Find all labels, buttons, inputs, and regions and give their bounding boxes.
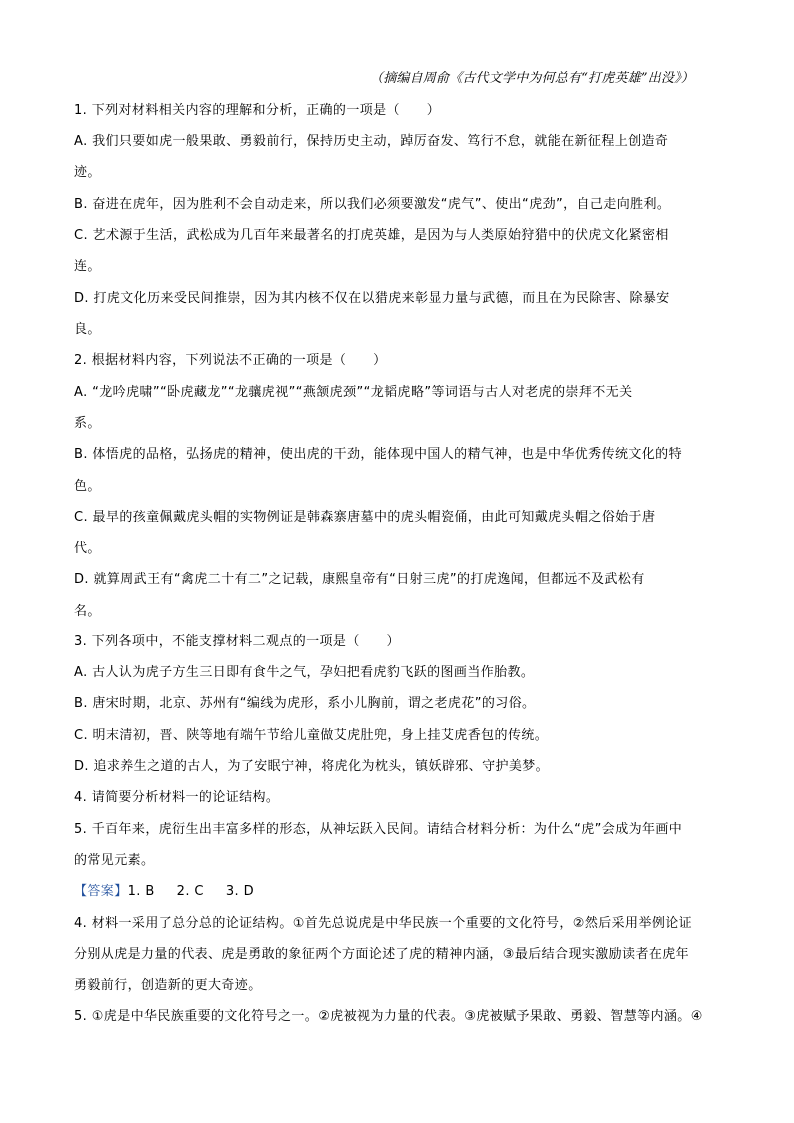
q2-option-c: C. 最早的孩童佩戴虎头帽的实物例证是韩森寨唐墓中的虎头帽瓷俑，由此可知戴虎头帽之俗始于唐 xyxy=(74,510,656,525)
q2-option-c-cont: 代。 xyxy=(74,541,101,556)
q1-option-d-cont: 良。 xyxy=(74,322,101,337)
question-5: 5. 千百年来，虎衍生出丰富多样的形态，从神坛跃入民间。请结合材料分析：为什么“虎”会成为年画中 xyxy=(74,822,683,837)
answer-line xyxy=(74,880,254,899)
q1-option-c-cont: 连。 xyxy=(74,259,101,274)
q2-option-a-cont: 系。 xyxy=(74,416,101,431)
q2-option-d: D. 就算周武王有“禽虎二十有二”之记载，康熙皇帝有“日射三虎”的打虎逸闻，但都远不及武松有 xyxy=(74,572,645,587)
q3-option-b: B. 唐宋时期，北京、苏州有“编线为虎形，系小儿胸前，谓之老虎花”的习俗。 xyxy=(74,696,536,711)
explanation-4: 4. 材料一采用了总分总的论证结构。①首先总说虎是中华民族一个重要的文化符号，②然后采用举例论证 xyxy=(74,916,693,931)
question-1-stem: 1. 下列对材料相关内容的理解和分析，正确的一项是（ ） xyxy=(74,103,441,118)
q2-option-b-cont: 色。 xyxy=(74,479,101,494)
q3-option-d: D. 追求养生之道的古人，为了安眠宁神，将虎化为枕头，镇妖辟邪、守护美梦。 xyxy=(74,759,550,774)
q1-option-d: D. 打虎文化历来受民间推崇，因为其内核不仅在以猎虎来彰显力量与武德，而且在为民除害、除暴安 xyxy=(74,291,670,306)
explanation-4-cont-2: 勇毅前行，创造新的更大奇迹。 xyxy=(74,978,262,993)
question-2-stem: 2. 根据材料内容，下列说法不正确的一项是（ ） xyxy=(74,353,387,368)
explanation-4-cont-1: 分别从虎是力量的代表、虎是勇敢的象征两个方面论述了虎的精神内涵，③最后结合现实激励读者在虎年 xyxy=(74,947,690,962)
answer-3: 3. D xyxy=(225,884,255,899)
q2-option-b: B. 体悟虎的品格，弘扬虎的精神，使出虎的干劲，能体现中国人的精气神，也是中华优秀传统文化的特 xyxy=(74,447,682,462)
q2-option-d-cont: 名。 xyxy=(74,604,101,619)
question-3-stem: 3. 下列各项中，不能支撑材料二观点的一项是（ ） xyxy=(74,634,400,649)
q3-option-c: C. 明末清初，晋、陕等地有端午节给儿童做艾虎肚兜，身上挂艾虎香包的传统。 xyxy=(74,728,549,743)
q1-option-c: C. 艺术源于生活，武松成为几百年来最著名的打虎英雄，是因为与人类原始狩猎中的伏虎文化紧密相 xyxy=(74,228,669,243)
q2-option-a: A. “龙吟虎啸”“卧虎藏龙”“龙骧虎视”“燕颔虎颈”“龙韬虎略”等词语与古人对老虎的崇拜不无关 xyxy=(74,385,633,400)
answer-tag: 【答案】 xyxy=(74,884,128,899)
q1-option-a: A. 我们只要如虎一般果敢、勇毅前行，保持历史主动，踔厉奋发、笃行不怠，就能在新征程上创造奇 xyxy=(74,134,669,149)
question-5-cont: 的常见元素。 xyxy=(74,853,155,868)
q1-option-b: B. 奋进在虎年，因为胜利不会自动走来，所以我们必须要激发“虎气”、使出“虎劲”，自己走向胜利。 xyxy=(74,197,671,212)
source-citation: （摘编自周俞《古代文学中为何总有“打虎英雄”出没》） xyxy=(370,71,694,86)
q3-option-a: A. 古人认为虎子方生三日即有食牛之气，孕妇把看虎豹飞跃的图画当作胎教。 xyxy=(74,665,535,680)
question-4: 4. 请简要分析材料一的论证结构。 xyxy=(74,790,280,805)
explanation-5: 5. ①虎是中华民族重要的文化符号之一。②虎被视为力量的代表。③虎被赋予果敢、勇毅、智慧等内涵。④ xyxy=(74,1009,703,1024)
answer-1: 1. B xyxy=(127,884,155,899)
answer-2: 2. C xyxy=(176,884,204,899)
q1-option-a-cont: 迹。 xyxy=(74,165,101,180)
